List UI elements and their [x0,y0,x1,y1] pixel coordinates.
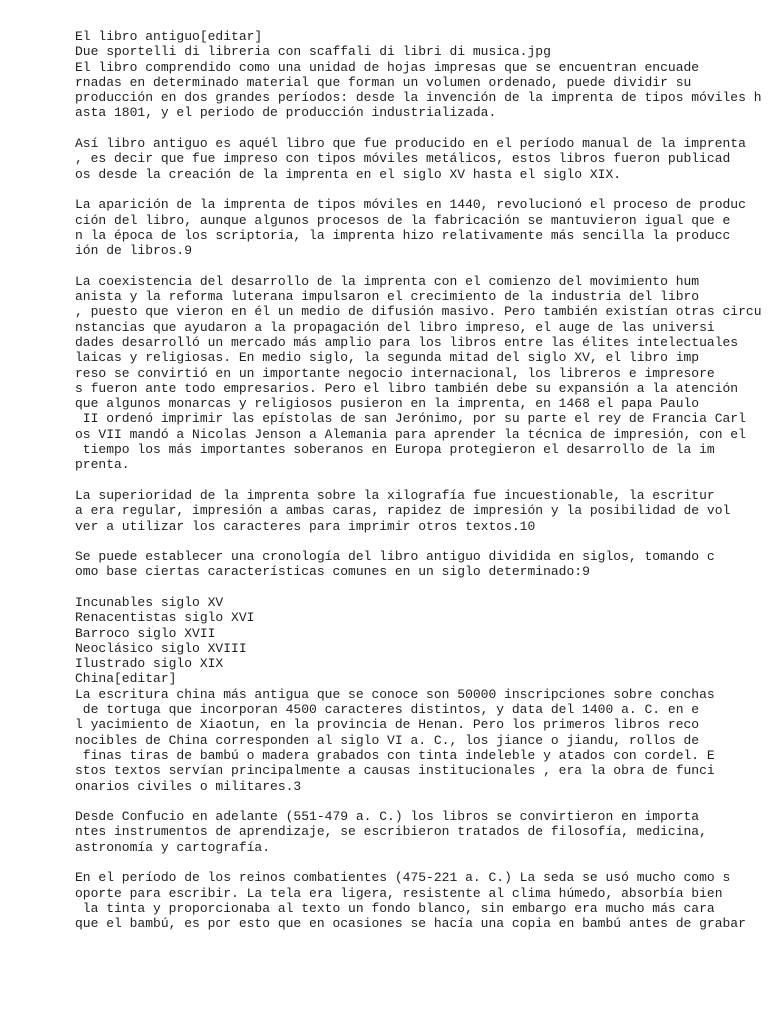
paragraph [75,549,755,580]
text-line: omo base ciertas características comunes en un siglo determinado:9 [75,564,590,580]
text-line: La aparición de la imprenta de tipos móviles en 1440, revolucionó el proceso de produc [75,197,746,213]
text-line: reso se convirtió en un importante negocio internacional, los libreros e impresore [75,365,715,381]
text-line: os desde la creación de la imprenta en el siglo XV hasta el siglo XIX. [75,166,622,182]
paragraph [75,488,755,534]
paragraph-gap [75,794,755,809]
text-line: En el período de los reinos combatientes (475-221 a. C.) La seda se usó mucho como s [75,870,731,886]
text-line: II ordenó imprimir las epístolas de san Jerónimo, por su parte el rey de Francia Carl [75,411,746,427]
text-line: La escritura china más antigua que se conoce son 50000 inscripciones sobre conchas [75,686,715,702]
text-line: El libro antiguo[editar] [75,29,263,44]
text-line: Due sportelli di libreria con scaffali di libri di musica.jpg [75,44,551,60]
paragraph [75,595,755,794]
paragraph [75,197,755,258]
text-line: rnadas en determinado material que forman un volumen ordenado, puede dividir su [75,74,692,90]
text-line: China[editar] [75,671,177,687]
text-line: El libro comprendido como una unidad de hojas impresas que se encuentran encuade [75,59,700,75]
text-line: anista y la reforma luterana impulsaron el crecimiento de la industria del libro [75,289,700,305]
text-line: producción en dos grandes períodos: desde la invención de la imprenta de tipos móviles h [75,90,762,106]
paragraph [75,136,755,182]
document-body [75,29,762,932]
text-line: n la época de los scriptoria, la imprenta hizo relativamente más sencilla la producc [75,227,731,243]
text-line: onarios civiles o militares.3 [75,778,302,794]
text-line: Incunables siglo XV [75,594,224,610]
text-line: Ilustrado siglo XIX [75,656,224,672]
text-line: l yacimiento de Xiaotun, en la provincia de Henan. Pero los primeros libros reco [75,717,700,733]
text-line: stos textos servían principalmente a causas institucionales , era la obra de funci [75,763,715,779]
text-line: asta 1801, y el periodo de producción industrializada. [75,105,497,121]
text-line: , puesto que vieron en él un medio de difusión masivo. Pero también existían otras circu [75,304,762,320]
paragraph [75,273,762,473]
text-line: s fueron ante todo empresarios. Pero el libro también debe su expansión a la atención [75,380,739,396]
text-line: Barroco siglo XVII [75,625,216,641]
text-line: Así libro antiguo es aquél libro que fue producido en el período manual de la imprenta [75,136,746,152]
text-line: nocibles de China corresponden al siglo VI a. C., los jiance o jiandu, rollos de [75,732,700,748]
paragraph-gap [75,182,755,197]
text-line: ver a utilizar los caracteres para imprimir otros textos.10 [75,518,536,534]
text-line: nstancias que ayudaron a la propagación del libro impreso, el auge de las universi [75,319,715,335]
paragraph [75,809,755,855]
text-line: ntes instrumentos de aprendizaje, se escribieron tratados de filosofía, medicina, [75,824,707,840]
paragraph [75,29,762,121]
text-line: dades desarrolló un mercado más amplio para los libros entre las élites intelectuales [75,334,739,350]
text-line: que el bambú, es por esto que en ocasiones se hacía una copia en bambú antes de grabar [75,916,746,932]
text-line: a era regular, impresión a ambas caras, rapidez de impresión y la posibilidad de vol [75,503,731,519]
text-line: prenta. [75,457,130,473]
text-line: oporte para escribir. La tela era ligera, resistente al clima húmedo, absorbía bien [75,885,723,901]
paragraph-gap [75,534,755,549]
text-line: Se puede establecer una cronología del libro antiguo dividida en siglos, tomando c [75,549,715,565]
paragraph-gap [75,121,755,136]
text-line: Desde Confucio en adelante (551-479 a. C.) los libros se convirtieron en importa [75,809,700,825]
text-line: os VII mandó a Nicolas Jenson a Alemania para aprender la técnica de impresión, con el [75,426,746,442]
text-line: de tortuga que incorporan 4500 caracteres distintos, y data del 1400 a. C. en e [75,702,700,718]
text-line: finas tiras de bambú o madera grabados con tinta indeleble y atados con cordel. E [75,747,715,763]
text-line: laicas y religiosas. En medio siglo, la segunda mitad del siglo XV, el libro imp [75,350,700,366]
paragraph-gap [75,258,755,273]
text-line: Renacentistas siglo XVI [75,610,255,626]
text-line: La coexistencia del desarrollo de la imprenta con el comienzo del movimiento hum [75,273,700,289]
text-line: ión de libros.9 [75,243,193,259]
text-line: Neoclásico siglo XVIII [75,640,247,656]
text-line: , es decir que fue impreso con tipos móviles metálicos, estos libros fueron publicad [75,151,731,167]
paragraph [75,870,755,931]
paragraph-gap [75,580,755,595]
text-line: la tinta y proporcionaba al texto un fondo blanco, sin embargo era mucho más cara [75,900,715,916]
text-line: astronomía y cartografía. [75,839,271,855]
paragraph-gap [75,473,755,488]
text-line: tiempo los más importantes soberanos en Europa protegieron el desarrollo de la im [75,442,715,458]
text-line: ción del libro, aunque algunos procesos de la fabricación se mantuvieron igual que e [75,212,731,228]
paragraph-gap [75,855,755,870]
text-line: La superioridad de la imprenta sobre la xilografía fue incuestionable, la escritur [75,487,715,503]
text-line: que algunos monarcas y religiosos pusieron en la imprenta, en 1468 el papa Paulo [75,396,700,412]
